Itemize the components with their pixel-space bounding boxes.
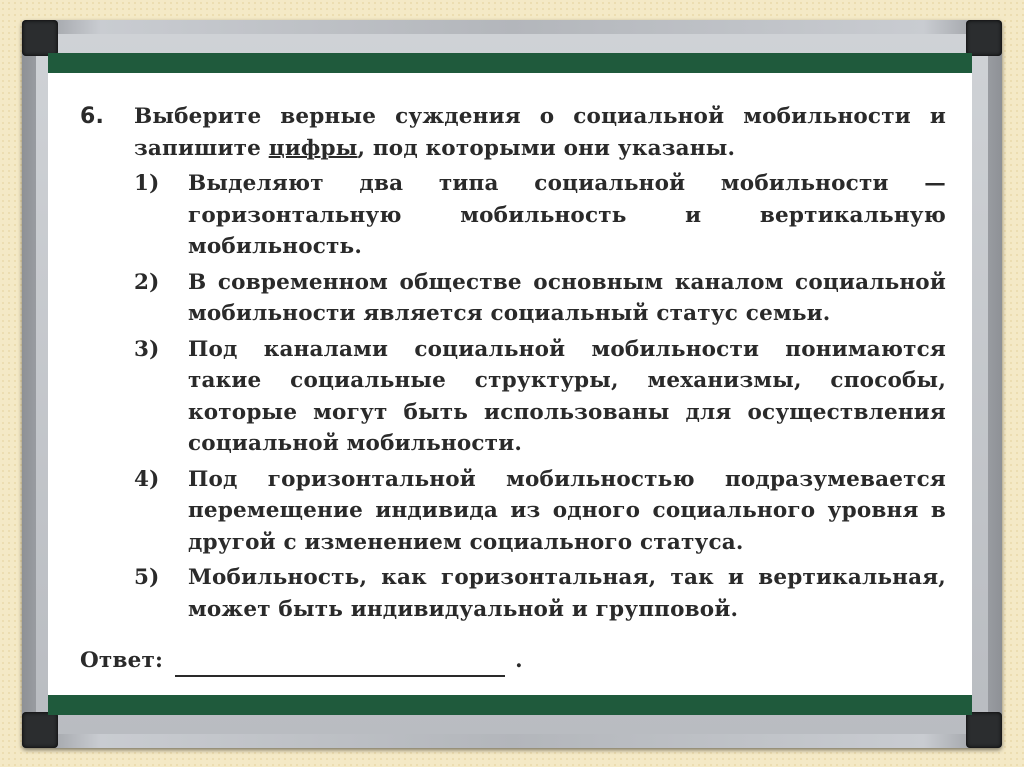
option-number: 4) — [134, 466, 160, 492]
option-text: Мобильность, как горизонтальная, так и вертикальная, может быть индивидуальной и групповой. — [188, 565, 946, 622]
option-number: 5) — [134, 565, 160, 590]
frame-corner — [22, 712, 58, 748]
option-number: 1) — [134, 171, 160, 196]
option-item — [134, 168, 946, 263]
frame-corner — [966, 20, 1002, 56]
option-text: Выделяют два типа социальной мобильности — горизонтальную мобильность и вертикальную мобильность. — [188, 171, 946, 259]
option-item — [134, 334, 946, 460]
question-number: 6. — [80, 104, 105, 129]
frame-corner — [22, 20, 58, 56]
answer-label: Ответ: — [80, 648, 164, 673]
answer-dot: . — [515, 648, 523, 673]
option-item — [134, 562, 946, 625]
option-item — [134, 464, 946, 559]
answer-line — [175, 649, 505, 677]
option-number: 3) — [134, 336, 160, 362]
question — [80, 101, 946, 164]
question-content — [80, 101, 946, 677]
question-text-after: , под которыми они указаны. — [357, 135, 736, 161]
question-text-emph: цифры — [268, 135, 358, 161]
option-item — [134, 267, 946, 330]
question-text — [134, 101, 946, 164]
option-text: В современном обществе основным каналом социальной мобильности является социальный статус семьи. — [188, 269, 946, 326]
option-text: Под каналами социальной мобильности понимаются такие социальные структуры, механизмы, способы, которые могут быть использованы для осуществления социальной мобильности. — [188, 336, 946, 456]
answer-row — [80, 645, 946, 677]
board — [48, 53, 972, 715]
option-number: 2) — [134, 269, 160, 295]
answer-options — [134, 168, 946, 625]
question-text-before: Выберите верные суждения о социальной мобильности и запишите — [134, 104, 946, 161]
option-text: Под горизонтальной мобильностью подразумевается перемещение индивида из одного социального уровня в другой с изменением социального статуса. — [188, 466, 946, 555]
frame-corner — [966, 712, 1002, 748]
